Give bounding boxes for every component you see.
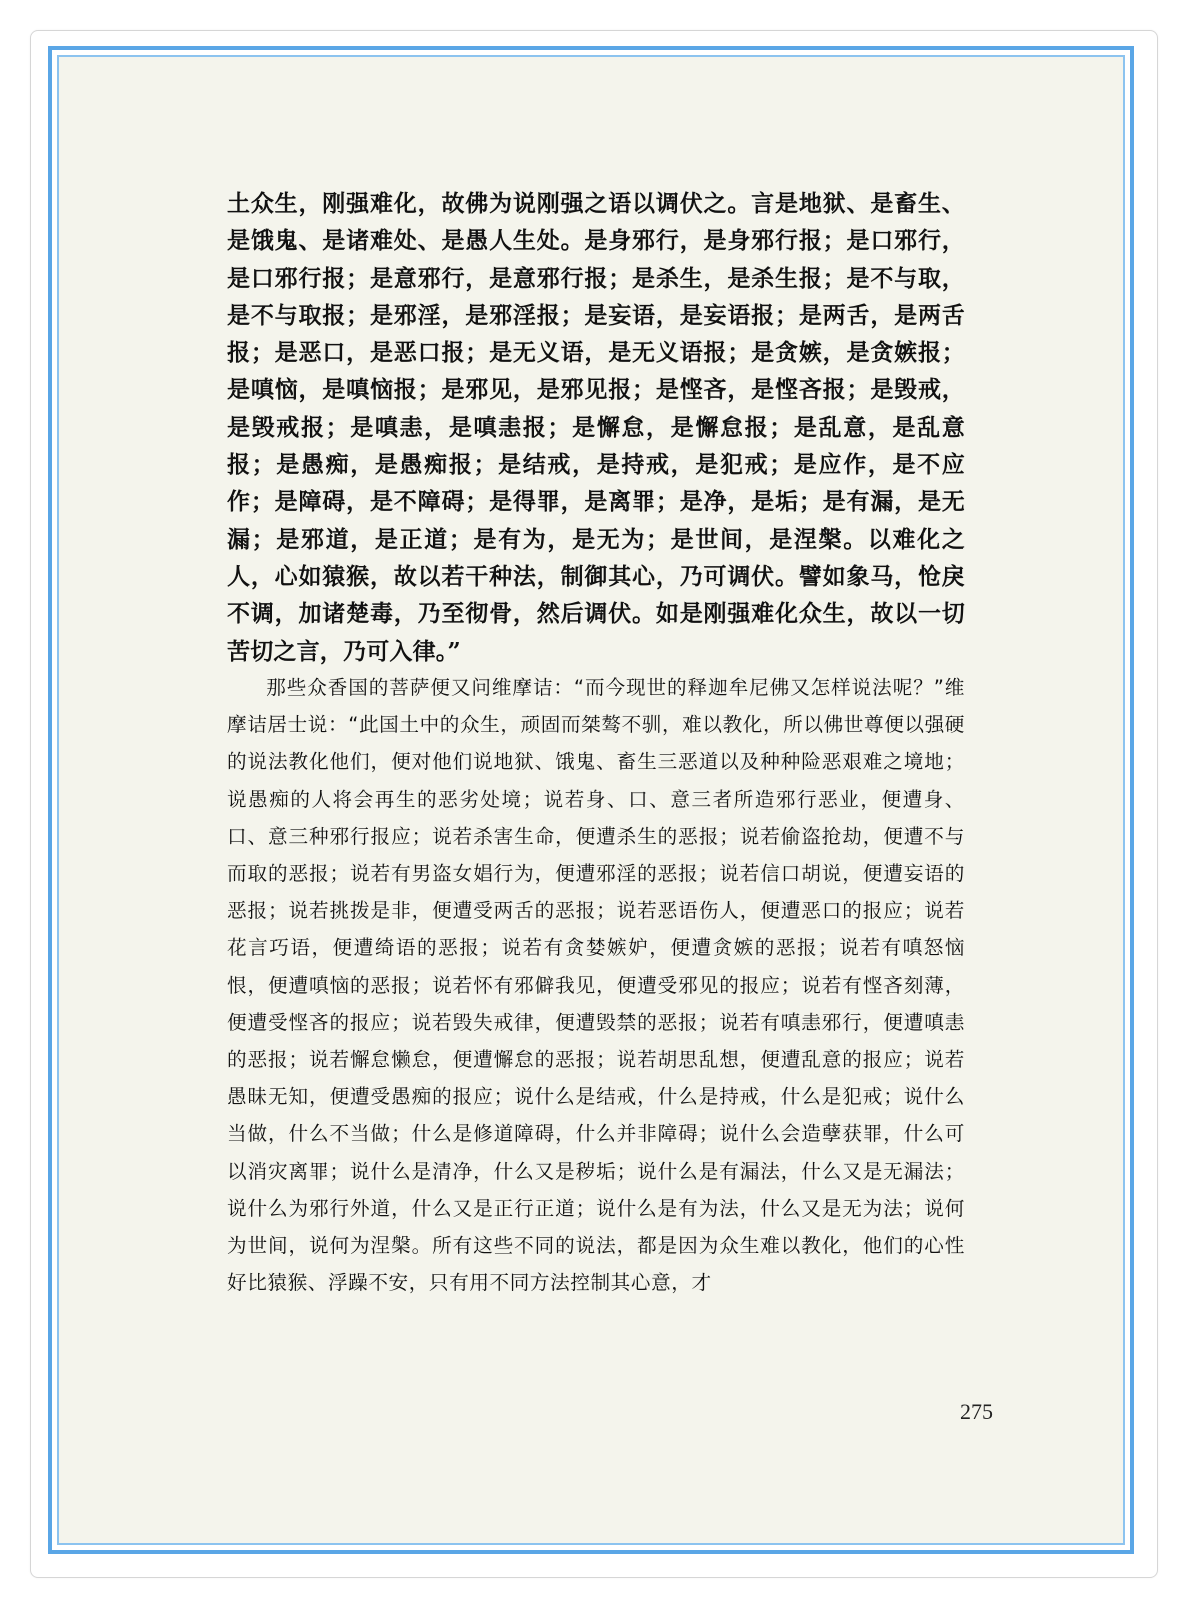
page-number: 275 [960,1399,993,1424]
page-paper [57,55,1125,1545]
scripture-paragraph: 土众生，刚强难化，故佛为说刚强之语以调伏之。言是地狱、是畜生、是饿鬼、是诸难处、是愚人生处。是身邪行，是身邪行报；是口邪行，是口邪行报；是意邪行，是意邪行报；是杀生，是杀生报；是不与取，是不与取报；是邪淫，是邪淫报；是妄语，是妄语报；是两舌，是两舌报；是恶口，是恶口报；是无义语，是无义语报；是贪嫉，是贪嫉报；是嗔恼，是嗔恼报；是邪见，是邪见报；是悭吝，是悭吝报；是毁戒，是毁戒报；是嗔恚，是嗔恚报；是懈怠，是懈怠报；是乱意，是乱意报；是愚痴，是愚痴报；是结戒，是持戒，是犯戒；是应作，是不应作；是障碍，是不障碍；是得罪，是离罪；是净，是垢；是有漏，是无漏；是邪道，是正道；是有为，是无为；是世间，是涅槃。以难化之人，心如猿猴，故以若干种法，制御其心，乃可调伏。譬如象马，怆戾不调，加诸楚毒，乃至彻骨，然后调伏。如是刚强难化众生，故以一切苦切之言，乃可入律。” [227,190,965,665]
translation-paragraph: 那些众香国的菩萨便又问维摩诘：“而今现世的释迦牟尼佛又怎样说法呢？”维摩诘居士说：“此国土中的众生，顽固而桀骜不驯，难以教化，所以佛世尊便以强硬的说法教化他们，便对他们说地狱、饿鬼、畜生三恶道以及种种险恶艰难之境地；说愚痴的人将会再生的恶劣处境；说若身、口、意三者所造邪行恶业，便遭身、口、意三种邪行报应；说若杀害生命，便遭杀生的恶报；说若偷盗抢劫，便遭不与而取的恶报；说若有男盗女娼行为，便遭邪淫的恶报；说若信口胡说，便遭妄语的恶报；说若挑拨是非，便遭受两舌的恶报；说若恶语伤人，便遭恶口的报应；说若花言巧语，便遭绮语的恶报；说若有贪婪嫉妒，便遭贪嫉的恶报；说若有嗔怒恼恨，便遭嗔恼的恶报；说若怀有邪僻我见，便遭受邪见的报应；说若有悭吝刻薄，便遭受悭吝的报应；说若毁失戒律，便遭毁禁的恶报；说若有嗔恚邪行，便遭嗔恚的恶报；说若懈怠懒怠，便遭懈怠的恶报；说若胡思乱想，便遭乱意的报应；说若愚昧无知，便遭受愚痴的报应；说什么是结戒，什么是持戒，什么是犯戒；说什么当做，什么不当做；什么是修道障碍，什么并非障碍；说什么会造孽获罪，什么可以消灾离罪；说什么是清净，什么又是秽垢；说什么是有漏法，什么又是无漏法；说什么为邪行外道，什么又是正行正道；说什么是有为法，什么又是无为法；说何为世间，说何为涅槃。所有这些不同的说法，都是因为众生难以教化，他们的心性好比猿猴、浮躁不安，只有用不同方法控制其心意，才 [227,676,965,1295]
page-frame [48,46,1134,1554]
